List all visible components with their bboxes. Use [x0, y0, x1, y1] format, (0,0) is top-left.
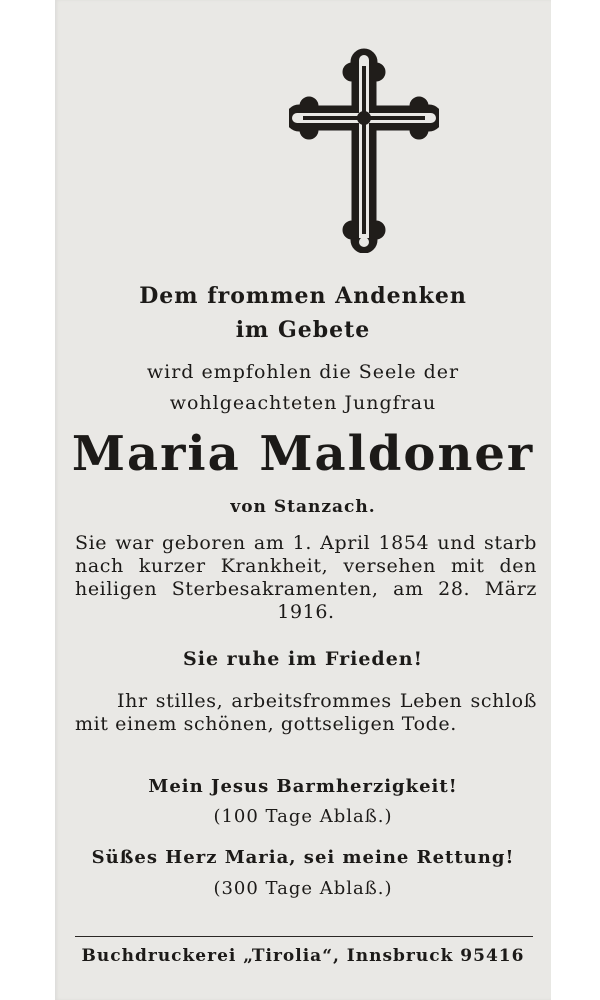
prayer-1: Mein Jesus Barmherzigkeit!: [148, 776, 458, 797]
biography-paragraph: Sie war geboren am 1. April 1854 und starb nach kurzer Krankheit, versehen mit den heiligen Sterbesakramenten, am 28. März 1916.: [75, 532, 537, 623]
intro-line-1: wird empfohlen die Seele der: [146, 361, 460, 383]
printer-imprint: Buchdruckerei „Tirolia“, Innsbruck 95416: [81, 946, 525, 966]
heading-line-1: Dem frommen Andenken: [139, 283, 467, 309]
heading-line-2: im Gebete: [235, 317, 371, 343]
memorial-card: [55, 0, 551, 1000]
life-paragraph: Ihr stilles, arbeitsfrommes Leben schloß mit einem schönen, gottseligen Tode.: [75, 690, 537, 735]
deceased-name: Maria Maldoner: [71, 426, 535, 482]
indulgence-1: (100 Tage Ablaß.): [213, 806, 393, 827]
prayer-2: Süßes Herz Maria, sei meine Rettung!: [91, 847, 515, 868]
divider-line: [75, 936, 533, 937]
rest-in-peace-line: Sie ruhe im Frieden!: [183, 648, 423, 670]
indulgence-2: (300 Tage Ablaß.): [213, 878, 393, 899]
origin-line: von Stanzach.: [230, 497, 376, 517]
ornamental-cross-icon: [289, 48, 439, 253]
intro-line-2: wohlgeachteten Jungfrau: [169, 392, 437, 414]
